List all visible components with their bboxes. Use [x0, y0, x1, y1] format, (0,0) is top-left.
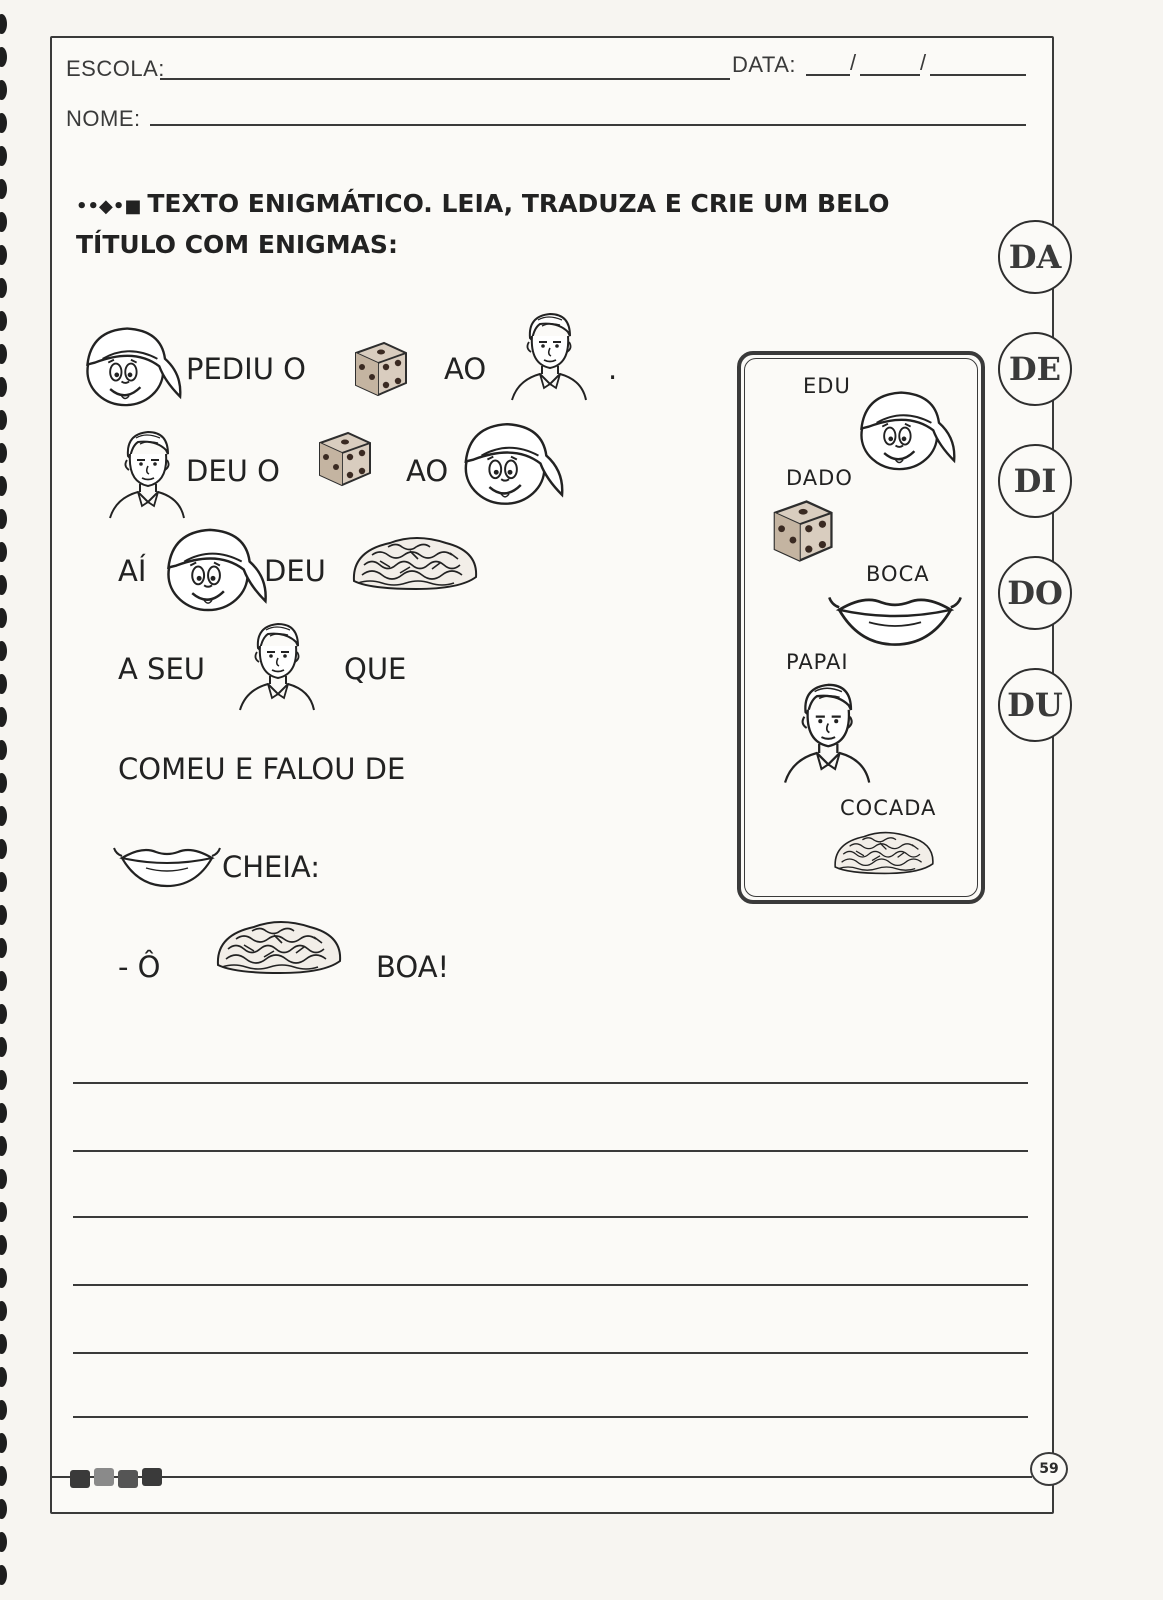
spiral-ring: [0, 1532, 7, 1552]
man-portrait-icon: [236, 618, 316, 713]
spiral-ring: [0, 80, 7, 100]
boy-with-cap-icon: [158, 520, 268, 614]
spiral-ring: [0, 575, 7, 595]
writing-line[interactable]: [73, 1352, 1028, 1354]
spiral-ring: [0, 1004, 7, 1024]
spiral-ring: [0, 542, 7, 562]
spiral-binding: [0, 0, 12, 1600]
man-portrait-icon: [106, 426, 186, 521]
story-text: AO: [444, 352, 487, 386]
dice-icon: [768, 496, 836, 566]
story-text: - Ô: [118, 950, 161, 984]
boy-with-cap-icon: [456, 414, 564, 508]
spiral-ring: [0, 344, 7, 364]
story-text: COMEU E FALOU DE: [118, 752, 406, 786]
story-text: QUE: [344, 652, 407, 686]
syllable-do: DO: [998, 556, 1072, 630]
spiral-ring: [0, 509, 7, 529]
school-label: ESCOLA:: [66, 56, 165, 81]
spiral-ring: [0, 476, 7, 496]
spiral-ring: [0, 1202, 7, 1222]
story-text: CHEIA:: [222, 850, 321, 884]
spiral-ring: [0, 113, 7, 133]
page-number: 59: [1030, 1452, 1068, 1486]
spiral-ring: [0, 1499, 7, 1519]
legend-label-edu: EDU: [803, 374, 851, 398]
story-text: DEU O: [186, 454, 280, 488]
spiral-ring: [0, 938, 7, 958]
spiral-ring: [0, 608, 7, 628]
legend-label-papai: PAPAI: [786, 650, 849, 674]
spiral-ring: [0, 1070, 7, 1090]
date-label: DATA:: [732, 52, 797, 77]
syllable-du: DU: [998, 668, 1072, 742]
date-separator: /: [850, 50, 857, 75]
man-portrait-icon: [508, 308, 588, 403]
story-text: PEDIU O: [186, 352, 306, 386]
instruction-text: TEXTO ENIGMÁTICO. LEIA, TRADUZA E CRIE UM BELO TÍTULO COM ENIGMAS:: [76, 189, 890, 259]
spiral-ring: [0, 1037, 7, 1057]
writing-line[interactable]: [73, 1284, 1028, 1286]
spiral-ring: [0, 1301, 7, 1321]
spiral-ring: [0, 377, 7, 397]
spiral-ring: [0, 1367, 7, 1387]
spiral-ring: [0, 1433, 7, 1453]
spiral-ring: [0, 1169, 7, 1189]
date-year-field[interactable]: [930, 74, 1026, 76]
story-text: BOA!: [376, 950, 450, 984]
spiral-ring: [0, 641, 7, 661]
name-label: NOME:: [66, 106, 141, 131]
coconut-candy-icon: [832, 826, 936, 876]
spiral-ring: [0, 179, 7, 199]
spiral-ring: [0, 47, 7, 67]
story-text: DEU: [264, 554, 326, 588]
spiral-ring: [0, 311, 7, 331]
writing-line[interactable]: [73, 1082, 1028, 1084]
story-text: AO: [406, 454, 449, 488]
coconut-candy-icon: [214, 914, 344, 976]
man-portrait-icon: [780, 678, 872, 786]
story-text: .: [608, 352, 618, 386]
dice-icon: [314, 428, 374, 490]
instruction: [76, 185, 996, 264]
lips-icon: [112, 842, 222, 892]
legend-label-dado: DADO: [786, 466, 853, 490]
date-day-field[interactable]: [806, 74, 850, 76]
date-month-field[interactable]: [860, 74, 920, 76]
spiral-ring: [0, 1565, 7, 1585]
spiral-ring: [0, 410, 7, 430]
spiral-ring: [0, 1103, 7, 1123]
spiral-ring: [0, 1235, 7, 1255]
date-separator: /: [920, 50, 927, 75]
writing-line[interactable]: [73, 1216, 1028, 1218]
spiral-ring: [0, 1268, 7, 1288]
legend-label-boca: BOCA: [866, 562, 930, 586]
spiral-ring: [0, 674, 7, 694]
syllable-da: DA: [998, 220, 1072, 294]
spiral-ring: [0, 773, 7, 793]
writing-line[interactable]: [73, 1416, 1028, 1418]
boy-with-cap-icon: [78, 318, 182, 410]
spiral-ring: [0, 278, 7, 298]
spiral-ring: [0, 740, 7, 760]
spiral-ring: [0, 146, 7, 166]
spiral-ring: [0, 707, 7, 727]
writing-line[interactable]: [73, 1150, 1028, 1152]
spiral-ring: [0, 443, 7, 463]
spiral-ring: [0, 905, 7, 925]
spiral-ring: [0, 971, 7, 991]
spiral-ring: [0, 839, 7, 859]
spiral-ring: [0, 1400, 7, 1420]
syllable-di: DI: [998, 444, 1072, 518]
spiral-ring: [0, 14, 7, 34]
legend-label-cocada: COCADA: [840, 796, 937, 820]
story-text: AÍ: [118, 554, 147, 588]
spiral-ring: [0, 1334, 7, 1354]
spiral-ring: [0, 245, 7, 265]
instruction-bullets: ••◆•■: [76, 196, 142, 217]
spiral-ring: [0, 1466, 7, 1486]
spiral-ring: [0, 872, 7, 892]
spiral-ring: [0, 806, 7, 826]
coconut-candy-icon: [350, 530, 480, 592]
dice-icon: [350, 338, 410, 400]
boy-with-cap-icon: [852, 382, 956, 474]
publisher-logo: [68, 1466, 168, 1490]
spiral-ring: [0, 1136, 7, 1156]
name-field[interactable]: [150, 124, 1026, 126]
spiral-ring: [0, 212, 7, 232]
school-field[interactable]: [160, 78, 730, 80]
footer-rule: [52, 1476, 1032, 1478]
lips-icon: [826, 590, 964, 652]
story-text: A SEU: [118, 652, 206, 686]
syllable-de: DE: [998, 332, 1072, 406]
